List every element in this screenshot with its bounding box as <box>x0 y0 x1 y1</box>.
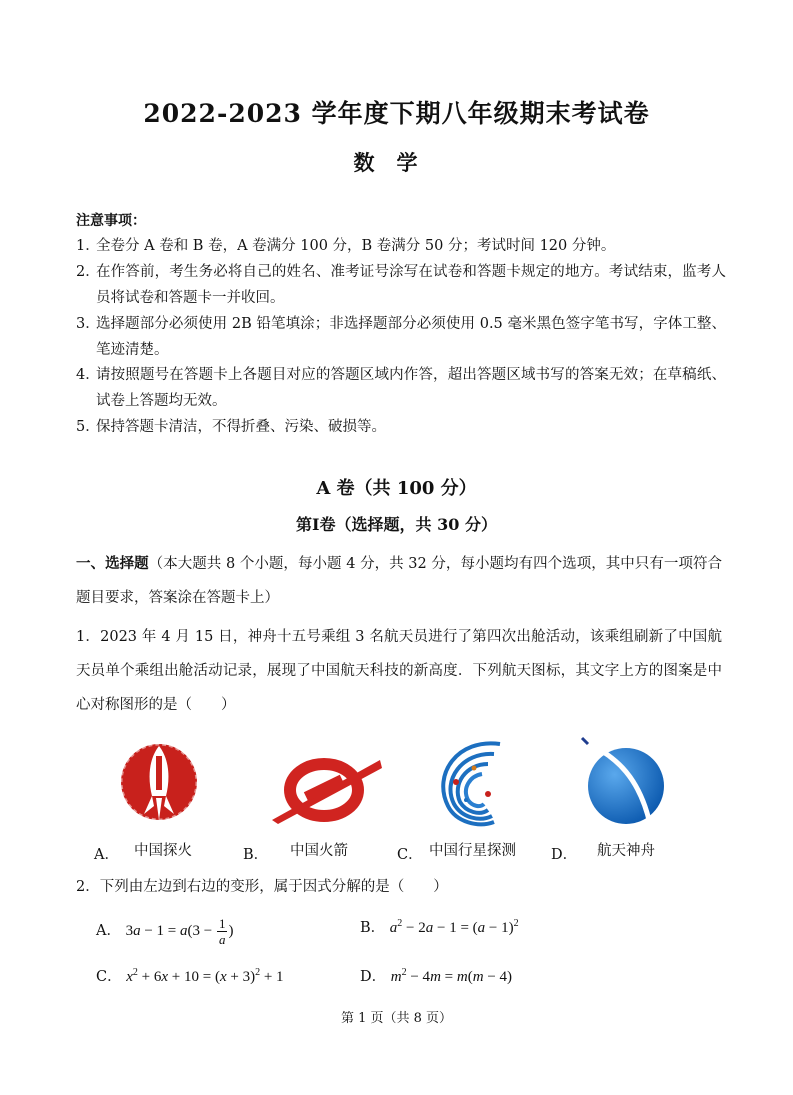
notice-item <box>76 362 726 414</box>
notice-text: 保持答题卡清洁，不得折叠、污染、破损等。 <box>96 419 386 435</box>
notice-number: 3． <box>76 316 100 332</box>
notice-text: 全卷分 A 卷和 B 卷，A 卷满分 100 分，B 卷满分 50 分；考试时间 120 分钟。 <box>96 238 616 254</box>
q2-option-c <box>96 965 284 986</box>
notice-text: 在作答前，考生务必将自己的姓名、准考证号涂写在试卷和答题卡规定的地方。考试结束，监考人员将试卷和答题卡一并收回。 <box>96 264 726 306</box>
q1-option-c-label: C． <box>397 847 423 863</box>
part-one-desc: （本大题共 8 个小题，每小题 4 分，共 32 分，每小题均有四个选项，其中只有一项符合题目要求，答案涂在答题卡上） <box>76 556 723 606</box>
notice-item <box>76 414 726 440</box>
q2-option-c-label: C． <box>96 969 122 985</box>
q1-option-b-caption: 中国火箭 <box>290 843 348 859</box>
q2-option-a-label: A． <box>96 922 121 939</box>
section-1-heading: 第Ⅰ卷（选择题，共 30 分） <box>296 515 497 534</box>
notice-number: 5． <box>76 419 100 435</box>
notice-number: 1． <box>76 238 100 254</box>
q2-option-a <box>96 916 233 947</box>
q2-option-b-label: B． <box>360 920 386 936</box>
q2-option-c-expr: $x^2 + 6x + 10 = (x + 3)^2 + 1$ <box>126 967 284 985</box>
q2-option-d-expr: $m^2 - 4m = m(m - 4)$ <box>390 967 513 985</box>
q1-option-c-caption: 中国行星探测 <box>429 843 516 859</box>
q2-option-d-label: D． <box>360 969 387 985</box>
part-one-label: 一、选择题 <box>76 556 149 572</box>
china-rocket-logo-icon <box>268 752 384 824</box>
q1-option-d-caption: 航天神舟 <box>597 843 655 859</box>
q2-option-d <box>360 965 512 986</box>
q1-option-a-caption: 中国探火 <box>134 843 192 859</box>
section-a-heading: A 卷（共 100 分） <box>316 478 477 499</box>
notice-text: 请按照题号在答题卡上各题目对应的答题区域内作答，超出答题区域书写的答案无效；在草稿纸、试卷上答题均无效。 <box>96 367 726 409</box>
shenzhou-logo-icon <box>578 736 670 828</box>
notice-number: 2． <box>76 264 100 280</box>
notice-number: 4． <box>76 367 100 383</box>
notice-item <box>76 259 726 311</box>
notice-heading: 注意事项： <box>76 213 146 229</box>
q2-option-a-expr: 3a − 1 = a(3 − $\frac{1}{a}$ ) <box>125 916 234 947</box>
china-planetary-exploration-logo-icon <box>428 734 512 830</box>
question-1-text: 1．2023 年 4 月 15 日，神舟十五号乘组 3 名航天员进行了第四次出舱活动，该乘组刷新了中国航天员单个乘组出舱活动记录，展现了中国航天科技的新高度．下列航天图标，其文字上方的图案是中心对称图形的是（ ） <box>76 629 722 713</box>
q1-option-b-label: B． <box>243 847 269 863</box>
notice-item <box>76 233 726 259</box>
part-one-instructions <box>76 547 722 615</box>
q1-option-a-label: A． <box>94 847 119 863</box>
subject-title: 数学 <box>353 150 440 175</box>
notice-text: 选择题部分必须使用 2B 铅笔填涂；非选择题部分必须使用 0.5 毫米黑色签字笔书写，字体工整、笔迹清楚。 <box>96 316 726 358</box>
page-footer: 第 1 页（共 8 页） <box>340 1011 453 1026</box>
question-2-text: 2．下列由左边到右边的变形，属于因式分解的是（ ） <box>76 879 448 895</box>
q1-option-d-label: D． <box>551 847 578 863</box>
q2-option-b <box>360 916 519 937</box>
notice-item <box>76 311 726 363</box>
exam-title: 2022-2023 学年度下期八年级期末考试卷 <box>143 99 650 128</box>
china-mars-exploration-logo-icon <box>118 736 200 828</box>
q2-option-b-expr: $a^2 - 2a - 1 = (a - 1)^2$ <box>389 918 519 936</box>
